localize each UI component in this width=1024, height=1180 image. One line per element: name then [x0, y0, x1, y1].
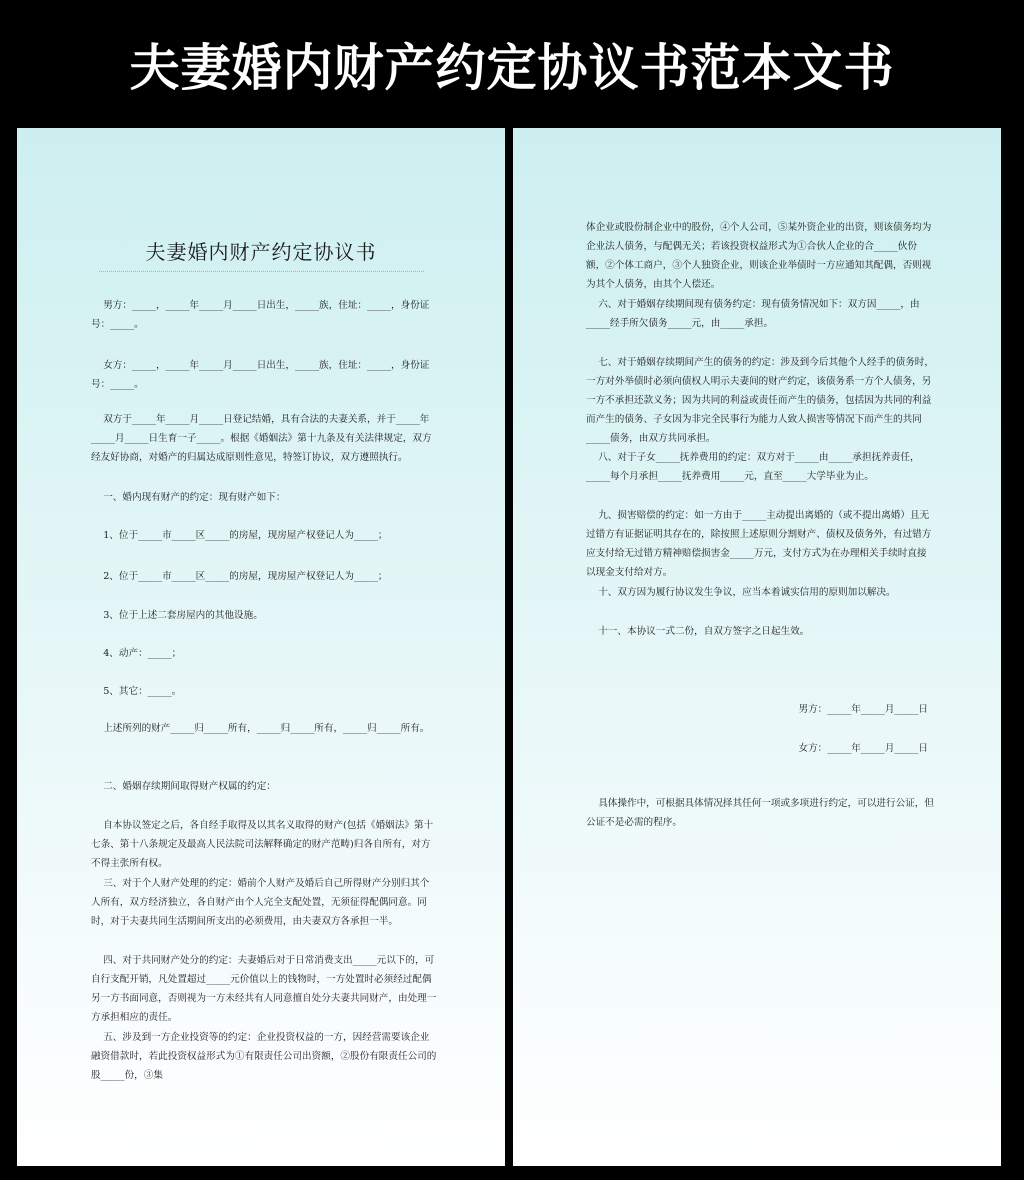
- paragraph-item-1: 1、位于_____市_____区_____的房屋，现房屋产权登记人为_____；: [91, 530, 388, 541]
- paragraph-item-4: 4、动产：_____；: [91, 648, 182, 659]
- paragraph-clause-4: 四、对于共同财产处分的约定：夫妻婚后对于日常消费支出_____元以下的，可自行支配开销，凡处置超过_____元价值以上的钱物时，一方处置时必须经过配偶另一方书面同意，否则视为一方未经共有人同意擅自处分夫妻共同财产，由处理一方承担相应的责任。: [91, 955, 437, 1023]
- paragraph-clause-1: 一、婚内现有财产的约定：现有财产如下：: [91, 492, 286, 503]
- paragraph-clause-8: 八、对于子女_____抚养费用的约定：双方对于_____由_____承担抚养责任，_____每个月承担_____抚养费用_____元，直至_____大学毕业为止。: [586, 452, 920, 482]
- paragraph-clause-10: 十、双方因为履行协议发生争议，应当本着诚实信用的原则加以解决。: [586, 587, 896, 598]
- banner: [0, 0, 1024, 128]
- banner-title: 夫妻婚内财产约定协议书范本文书: [129, 39, 895, 97]
- paragraph-clause-3: 三、对于个人财产处理的约定：婚前个人财产及婚后自己所得财产分别归其个人所有，双方经济独立，各自财产由个人完全支配处置，无须征得配偶同意。同时，对于夫妻共同生活期间所支出的必须费用，由夫妻双方各承担一半。: [91, 878, 430, 927]
- document-page-right: [513, 128, 1001, 1166]
- paragraph-clause-7: 七、对于婚姻存续期间产生的债务的约定：涉及到今后其他个人经手的债务时，一方对外举债时必须向债权人明示夫妻间的财产约定，该债务系一方个人债务，另一方不承担还款义务；因为共同的利益或责任而产生的债务，包括因为共同的利益而产生的债务、子女因为非完全民事行为能力人致人损害等情况下而产生的共同_____债务，由双方共同承担。: [586, 357, 934, 444]
- paragraph-item-2: 2、位于_____市_____区_____的房屋，现房屋产权登记人为_____；: [91, 571, 388, 582]
- paragraph-clause-11: 十一、本协议一式二份，自双方签字之日起生效。: [586, 626, 810, 637]
- paragraph-clause-6: 六、对于婚姻存续期间现有债务约定：现有债务情况如下：双方因_____，由_____经手所欠债务_____元，由_____承担。: [586, 299, 920, 329]
- title-divider: [99, 271, 424, 272]
- paragraph-item-3: 3、位于上述二套房屋内的其他设施。: [91, 610, 263, 621]
- paragraph-wife: 女方：_____，_____年_____月_____日出生，_____族，住址：_____，身份证号：_____。: [91, 360, 430, 390]
- paragraph-clause-5-cont: 体企业或股份制企业中的股份，④个人公司，⑤某外资企业的出资，则该债务均为企业法人债务，与配偶无关；若该投资权益形式为①合伙人企业的合_____伙份额，②个体工商户，③个人独资企业，则该企业举债时一方应通知其配偶，否则视为其个人债务，由其个人偿还。: [586, 222, 932, 290]
- signature-line-husband: 男方：_____年_____月_____日: [798, 704, 928, 715]
- document-title: 夫妻婚内财产约定协议书: [145, 240, 377, 264]
- paragraph-clause-2-body: 自本协议签定之后，各自经手取得及以其名义取得的财产(包括《婚姻法》第十七条、第十八条规定及最高人民法院司法解释确定的财产范畴)归各自所有，对方不得主张所有权。: [91, 820, 434, 869]
- paragraph-marriage: 双方于_____年_____月_____日登记结婚，具有合法的夫妻关系，并于_____年_____月_____日生育一子_____。根据《婚姻法》第十九条及有关法律规定，双方经友好协商，对婚产的归属达成原则性意见，特签订协议，双方遵照执行。: [91, 414, 432, 463]
- paragraph-clause-9: 九、损害赔偿的约定：如一方由于_____主动提出离婚的（或不提出离婚）且无过错方有证据证明其存在的，除按照上述原则分割财产、债权及债务外，有过错方应支付给无过错方精神赔偿损害金_____万元，支付方式为在办理相关手续时直接以现金支付给对方。: [586, 510, 932, 578]
- paragraph-note: 具体操作中，可根据具体情况择其任何一项或多项进行约定，可以进行公证，但公证不是必需的程序。: [586, 798, 934, 828]
- paragraph-husband: 男方：_____，_____年_____月_____日出生，_____族，住址：_____，身份证号：_____。: [91, 300, 430, 330]
- paragraph-item-5: 5、其它：_____。: [91, 686, 182, 697]
- signature-line-wife: 女方：_____年_____月_____日: [798, 743, 928, 754]
- paragraph-clause-2: 二、婚姻存续期间取得财产权属的约定：: [91, 781, 276, 792]
- document-page-left: [17, 128, 505, 1166]
- paragraph-clause-5: 五、涉及到一方企业投资等的约定：企业投资权益的一方，因经营需要该企业融资借款时，若此投资权益形式为①有限责任公司出资额，②股份有限责任公司的股_____份，③集: [91, 1032, 437, 1081]
- paragraph-allocation: 上述所列的财产_____归_____所有，_____归_____所有，_____归_____所有。: [91, 723, 430, 734]
